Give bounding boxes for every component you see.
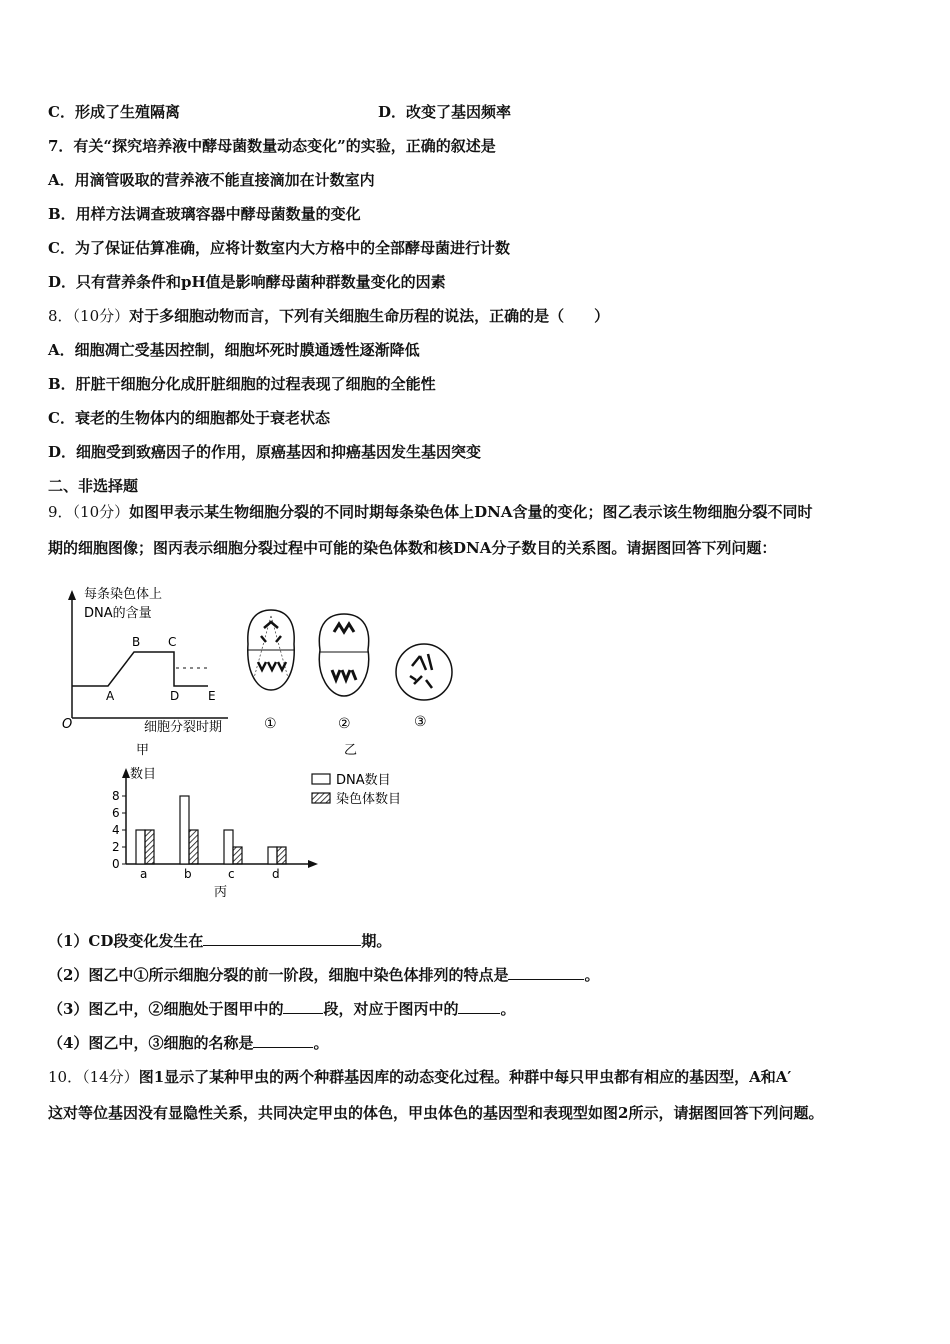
q7-option-b: B．用样方法调查玻璃容器中酵母菌数量的变化: [48, 205, 361, 223]
bing-y-tick-label: 2: [112, 840, 120, 854]
q10-number: 10．: [48, 1068, 83, 1086]
bing-bar-b-chromosome: [189, 830, 198, 864]
q9-number: 9．: [48, 503, 73, 521]
jia-point-d: D: [170, 689, 180, 703]
bing-y-tick-label: 0: [112, 857, 120, 871]
q9-sub3-mid: 段，对应于图丙中的: [323, 1000, 459, 1018]
bing-x-arrow: [308, 860, 318, 868]
bing-y-arrow: [122, 768, 130, 778]
q8-stem-text: 对于多细胞动物而言，下列有关细胞生命历程的说法，正确的是（ ）: [129, 307, 610, 325]
legend-chrom-label: 染色体数目: [336, 792, 402, 807]
bing-y-tick-label: 4: [112, 823, 120, 837]
yi-caption: 乙: [344, 743, 358, 758]
q8-stem: [48, 306, 609, 326]
q10-score: （14分）: [82, 1068, 139, 1086]
q6-option-d: D．改变了基因频率: [378, 103, 512, 121]
bing-bar-c-dna: [224, 830, 233, 864]
bing-category-label: b: [184, 867, 192, 881]
q9-stem-line1: [48, 502, 813, 522]
q7-option-d: D．只有营养条件和pH值是影响酵母菌种群数量变化的因素: [48, 273, 446, 291]
jia-curve: [72, 652, 208, 686]
bing-bar-a-chromosome: [145, 830, 154, 864]
fig-bing: [112, 766, 401, 900]
bing-bar-d-dna: [268, 847, 277, 864]
q9-sub4-blank[interactable]: [253, 1033, 313, 1048]
q6-option-c: C．形成了生殖隔离: [48, 103, 180, 121]
q7-stem: 7．有关“探究培养液中酵母菌数量动态变化”的实验，正确的叙述是: [48, 137, 496, 155]
jia-y-arrow: [68, 590, 76, 600]
legend-dna-label: DNA数目: [336, 773, 391, 788]
q9-sub3: [48, 999, 515, 1019]
q9-sub2-text: （2）图乙中①所示细胞分裂的前一阶段，细胞中染色体排列的特点是: [48, 966, 509, 984]
bing-caption: 丙: [214, 885, 228, 900]
bing-category-label: a: [140, 867, 148, 881]
q7-option-a: A．用滴管吸取的营养液不能直接滴加在计数室内: [48, 171, 375, 189]
q9-sub4-end: 。: [313, 1034, 329, 1052]
q9-sub2-end: 。: [584, 966, 600, 984]
jia-origin: O: [62, 717, 73, 732]
q9-stem-line2: 期的细胞图像；图丙表示细胞分裂过程中可能的染色体数和核DNA分子数目的关系图。请据图回答下列问题：: [48, 539, 777, 557]
q7-option-c: C．为了保证估算准确，应将计数室内大方格中的全部酵母菌进行计数: [48, 239, 510, 257]
q9-sub3-text: （3）图乙中，②细胞处于图甲中的: [48, 1000, 284, 1018]
bing-category-label: c: [228, 867, 235, 881]
bing-category-label: d: [272, 867, 280, 881]
yi-cell-1: [248, 610, 294, 732]
yi-label-1: ①: [264, 716, 277, 732]
q10-stem-text-1: 图1显示了某种甲虫的两个种群基因库的动态变化过程。种群中每只甲虫都有相应的基因型，A和A′: [138, 1068, 792, 1086]
fig-jia: [62, 586, 228, 758]
q8-number: 8．: [48, 307, 73, 325]
q9-sub3-end: 。: [500, 1000, 516, 1018]
bing-bar-d-chromosome: [277, 847, 286, 864]
q8-option-c: C．衰老的生物体内的细胞都处于衰老状态: [48, 409, 330, 427]
q9-sub3-blank-1[interactable]: [283, 999, 323, 1014]
q9-sub2: [48, 965, 599, 985]
q8-option-b: B．肝脏干细胞分化成肝脏细胞的过程表现了细胞的全能性: [48, 375, 436, 393]
bing-bar-a-dna: [136, 830, 145, 864]
yi-label-2: ②: [338, 716, 351, 732]
q9-sub1: [48, 931, 391, 951]
q9-sub1-end: 期。: [361, 932, 392, 950]
bing-y-tick-label: 6: [112, 806, 120, 820]
section-heading: 二、非选择题: [48, 477, 139, 495]
jia-point-b: B: [132, 635, 141, 649]
jia-point-c: C: [168, 635, 177, 649]
bing-bar-c-chromosome: [233, 847, 242, 864]
jia-ylabel-1: 每条染色体上: [84, 587, 163, 602]
q10-stem-line1: [48, 1067, 791, 1087]
q9-sub4: [48, 1033, 328, 1053]
fig-yi: [248, 610, 369, 758]
jia-point-a: A: [106, 689, 115, 703]
legend-dna-swatch: [312, 774, 330, 784]
q10-stem-line2: 这对等位基因没有显隐性关系，共同决定甲虫的体色，甲虫体色的基因型和表现型如图2所示，请据图回答下列问题。: [48, 1104, 824, 1122]
yi-cell-2: [319, 614, 368, 732]
q9-score: （10分）: [72, 503, 130, 521]
q8-score: （10分）: [72, 307, 130, 325]
legend-chrom-swatch: [312, 793, 330, 803]
q9-sub3-blank-2[interactable]: [458, 999, 500, 1014]
q8-option-a: A．细胞凋亡受基因控制，细胞坏死时膜通透性逐渐降低: [48, 341, 420, 359]
jia-caption: 甲: [136, 743, 150, 758]
jia-xlabel: 细胞分裂时期: [144, 720, 223, 735]
q9-sub4-text: （4）图乙中，③细胞的名称是: [48, 1034, 254, 1052]
q8-option-d: D．细胞受到致癌因子的作用，原癌基因和抑癌基因发生基因突变: [48, 443, 482, 461]
jia-ylabel-2: DNA的含量: [84, 606, 152, 621]
jia-point-e: E: [208, 689, 216, 703]
yi-cell-3-drawing: [392, 636, 464, 736]
q9-sub2-blank[interactable]: [508, 965, 584, 980]
bing-bar-b-dna: [180, 796, 189, 864]
q9-sub1-text: （1）CD段变化发生在: [48, 932, 204, 950]
q9-stem-text-1: 如图甲表示某生物细胞分裂的不同时期每条染色体上DNA含量的变化；图乙表示该生物细胞分裂不同时: [129, 503, 813, 521]
q9-sub1-blank[interactable]: [203, 931, 361, 946]
q9-figure: [58, 578, 438, 903]
bing-ylabel: 数目: [130, 767, 157, 782]
yi-label-3: ③: [414, 714, 427, 730]
bing-y-tick-label: 8: [112, 789, 120, 803]
